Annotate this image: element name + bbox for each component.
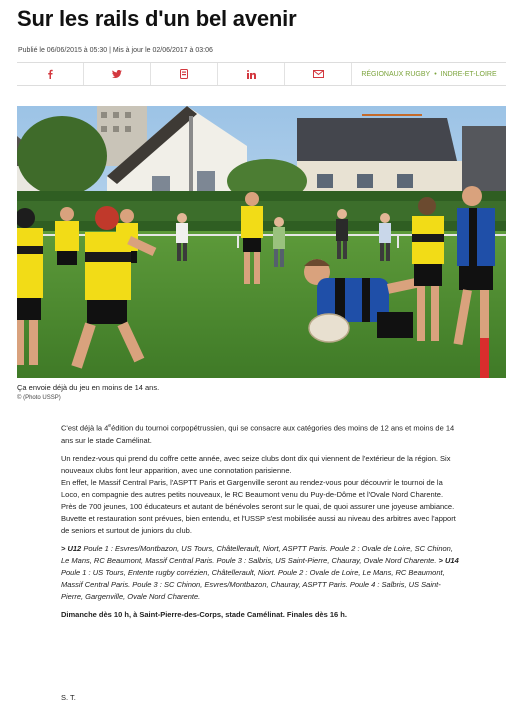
tag-separator: • [434,70,437,78]
article-tags [352,71,506,78]
intro-post: édition du tournoi corpopétrussien, qui se consacre aux catégories des moins de 12 ans et moins de 14 ans sur le stade Camélinat. [61,423,455,445]
print-icon [180,69,188,79]
paragraph-schedule: Dimanche dès 10 h, à Saint-Pierre-des-Corps, stade Camélinat. Finales dès 16 h. [61,609,347,619]
caption-text: Ça envoie déjà du jeu en moins de 14 ans. [17,383,160,392]
paragraph-2: Un rendez-vous qui prend du coffre cette année, avec seize clubs dont dix qui viennent de l'extérieur de la région. Six nouveaux clubs font leur apparition, avec une connotation parisienne. [61,453,451,475]
intro-pre: C'est déjà la 4 [61,423,109,433]
photo-credit: © (Photo USSP) [17,395,61,401]
email-icon [313,70,324,78]
publish-meta: Publié le 06/06/2015 à 05:30 | Mis à jour le 02/06/2017 à 03:06 [18,47,213,54]
twitter-icon [112,70,122,78]
article-photo [17,106,506,378]
article-body [61,420,461,627]
intro-sup: e [108,423,112,429]
facebook-icon [47,69,53,79]
share-facebook-button[interactable] [17,63,84,85]
linkedin-icon [247,70,256,79]
photo-caption [17,383,159,403]
author-signature: S. T. [61,693,76,702]
share-linkedin-button[interactable] [218,63,285,85]
tag-indre-et-loire[interactable]: INDRE-ET-LOIRE [440,70,497,78]
share-bar [17,62,506,86]
u14-label: > U14 [436,555,459,565]
u12-text: Poule 1 : Esvres/Montbazon, US Tours, Châtellerault, Niort, ASPTT Paris. Poule 2 : Ovale de Loire, SC Chinon, Le Mans, RC Beaumont, Massif Central Paris. Poule 3 : Salbris, US Saint-Pierre, Chauray, Ovale Nord Charente. [61,543,453,565]
paragraph-intro [61,420,461,447]
u12-label: > U12 [61,543,82,553]
tag-regionaux-rugby[interactable]: RÉGIONAUX RUGBY [361,70,431,78]
paragraph-4: Près de 700 jeunes, 100 éducateurs et autant de bénévoles seront sur le quai, de quoi assurer une joyeuse ambiance. Buvette et restauration sont prévues, bien entendu, et l'USSP s'est mobilisée aussi au niveau des arbitres avec l'apport de seniors et surtout de juniors du club. [61,501,456,535]
share-print-button[interactable] [151,63,218,85]
rugby-photo-illustration [17,106,506,378]
paragraph-pools [61,543,461,603]
share-twitter-button[interactable] [84,63,151,85]
share-email-button[interactable] [285,63,352,85]
page-title: Sur les rails d'un bel avenir [17,6,297,31]
u14-text: Poule 1 : US Tours, Entente rugby corrézien, Châtellerault, Niort. Poule 2 : Ovale de Loire, Le Mans, RC Beaumont, Massif Central Paris. Poule 3 : SC Chinon, Esvres/Montbazon, Chauray, ASPTT Paris. Poule 4 : Salbris, US Saint-Pierre, Gargenville, Ovale Nord Charente. [61,567,445,601]
paragraph-3: En effet, le Massif Central Paris, l'ASPTT Paris et Gargenville seront au rendez-vous pour découvrir le tournoi de la Loco, en compagnie des autres petits nouveaux, le RC Beaumont venu du Puy-de-Dôme et l'Ovale Nord Charente. [61,477,444,499]
